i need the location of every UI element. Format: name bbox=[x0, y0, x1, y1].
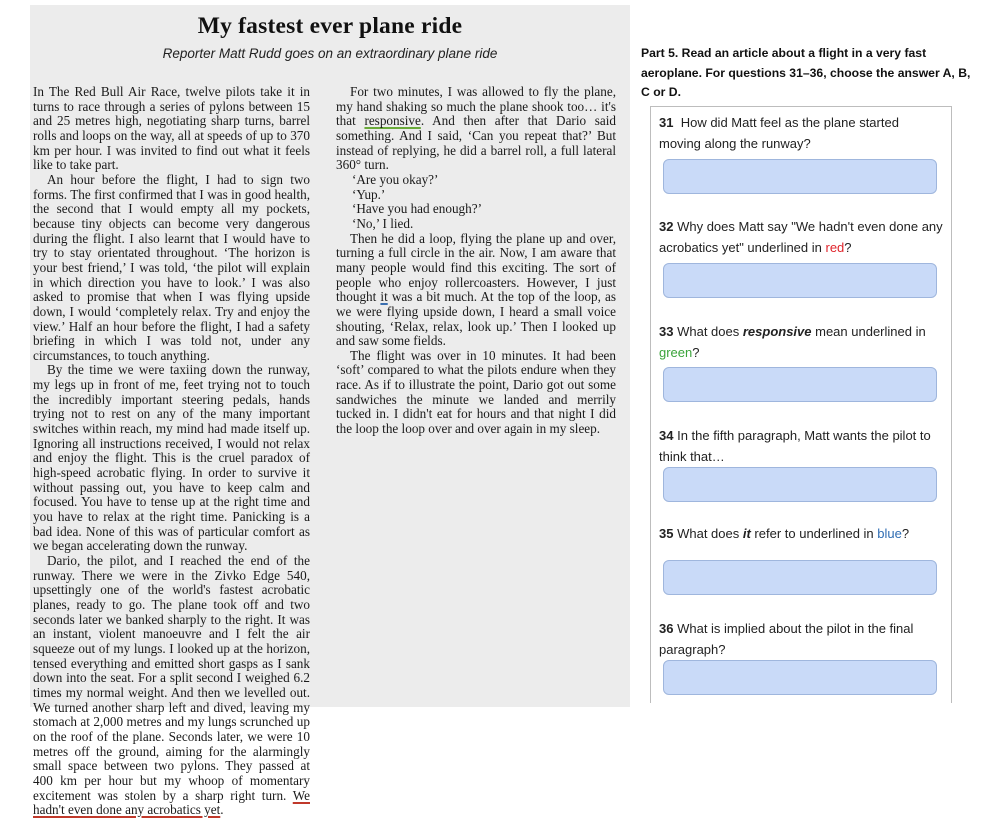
paragraph-5-end: . And then after that Dario said something. And I said, ‘Can you repeat that?’ But instead of replying, he did a barrel roll, a full lateral 360° turn. bbox=[336, 113, 616, 173]
dialogue-line-1: ‘Are you okay?’ bbox=[352, 171, 439, 187]
highlight-color-word: blue bbox=[877, 526, 902, 541]
question-text-start: What does bbox=[677, 526, 743, 541]
paragraph-3: By the time we were taxiing down the runway, my legs up in front of me, feet trying not to touch the incredibly important steering pedals, hands trying not to rest on any of the many important switches within reach, my mind had made itself up. Ignoring all instructions received, I would not relax and enjoy the flight. This is the cruel paradox of high-speed acrobatic flying. In order to survive it without passing out, you have to keep calm and focused. You have to tense up at the right time and you have to relax at the right time. Panicking is a bad idea. None of this was of particular comfort as we began accelerating down the runway. bbox=[33, 362, 310, 554]
blue-underlined-word: it bbox=[380, 289, 388, 305]
paragraph-4-text: Dario, the pilot, and I reached the end of the runway. There we were in the Zivko Edge 540, upsettingly one of the world's fastest acrobatic planes, ready to go. The plane took off and two seconds later we banked sharply to the right. It was an instant, violent manoeuvre and I felt the air squeeze out of my lungs. I looked up at the horizon, tensed everything and emitted short gasps as I sank down into the seat. For a split second I weighed 6.2 times my normal weight. And then we levelled out. We turned another sharp left and dived, leaving my stomach at 2,000 metres and my lungs scrunched up on the roof of the plane. Seconds later, we were 10 metres off the ground, aiming for the alarmingly small space between two pylons. They passed at 400 km per hour but my whoop of momentary excitement was stolen by a sharp right turn. bbox=[33, 553, 310, 803]
question-33 bbox=[659, 321, 944, 363]
article-panel bbox=[30, 5, 630, 818]
question-36 bbox=[659, 618, 944, 660]
question-number: 34 bbox=[659, 428, 674, 443]
question-number: 33 bbox=[659, 324, 674, 339]
answer-box-34[interactable] bbox=[663, 467, 937, 502]
question-text: refer to underlined in bbox=[750, 526, 878, 541]
question-panel bbox=[650, 106, 952, 703]
paragraph-4-end: . bbox=[220, 802, 224, 818]
question-number: 35 bbox=[659, 526, 674, 541]
question-tail: ? bbox=[901, 526, 910, 541]
question-number: 36 bbox=[659, 621, 674, 636]
answer-box-33[interactable] bbox=[663, 367, 937, 402]
task-instructions: Part 5. Read an article about a flight in a very fast aeroplane. For questions 31–36, choose the answer A, B, C or D. bbox=[641, 46, 971, 99]
paragraph-7: The flight was over in 10 minutes. It had been ‘soft’ compared to what the pilots endure when they race. As if to illustrate the point, Dario got out some sandwiches the minute we landed and merrily tucked in. I didn't eat for hours and that night I did the loop the loop over and over again in my sleep. bbox=[336, 347, 616, 437]
answer-box-35[interactable] bbox=[663, 560, 937, 595]
article-column-left bbox=[33, 85, 310, 818]
answer-box-36[interactable] bbox=[663, 660, 937, 695]
red-underlined-phrase: We hadn't even done any acrobatics yet bbox=[33, 787, 310, 818]
answer-box-31[interactable] bbox=[663, 159, 937, 194]
green-underlined-word: responsive bbox=[364, 113, 421, 129]
dialogue-line-2: ‘Yup.’ bbox=[352, 186, 386, 202]
emphasized-word: responsive bbox=[742, 324, 812, 339]
question-text-start: What does bbox=[677, 324, 743, 339]
article-title: My fastest ever plane ride bbox=[197, 13, 463, 39]
question-tail: ? bbox=[844, 240, 852, 255]
question-34 bbox=[659, 425, 944, 467]
paragraph-6-end: was a bit much. At the top of the loop, as we were flying upside down, I heard a small voice shouting, ‘Relax, relax, look up.’ Then I looked up and saw some fields. bbox=[336, 289, 617, 349]
paragraph-5-start: For two minutes, I was allowed to fly the plane, my hand shaking so much the plane shook too… it's that bbox=[336, 84, 616, 129]
paragraph-4 bbox=[33, 554, 310, 818]
article-column-right bbox=[336, 85, 616, 437]
question-text: In the fifth paragraph, Matt wants the pilot to think that… bbox=[659, 428, 931, 464]
question-text: What is implied about the pilot in the final paragraph? bbox=[659, 621, 914, 657]
question-text: Why does Matt say "We hadn't even done any acrobatics yet" underlined in bbox=[659, 219, 943, 255]
question-text: mean underlined in bbox=[811, 324, 926, 339]
highlight-color-word: red bbox=[825, 240, 845, 255]
question-text: How did Matt feel as the plane started moving along the runway? bbox=[659, 115, 899, 151]
paragraph-5 bbox=[336, 85, 616, 173]
article-subtitle: Reporter Matt Rudd goes on an extraordinary plane ride bbox=[162, 46, 498, 61]
question-tail: ? bbox=[692, 345, 700, 360]
paragraph-6-start: Then he did a loop, flying the plane up and over, turning a full circle in the air. Now, I am aware that many people would find this exciting. The sort of people who enjoy rollercoasters. However, I just thought bbox=[336, 230, 616, 305]
question-number: 31 bbox=[659, 115, 674, 130]
paragraph-2: An hour before the flight, I had to sign two forms. The first confirmed that I was in good health, the second that I would empty all my pockets, because tiny objects can become very dangerous during the flight. I also learnt that I would have to try to stay orientated throughout. ‘The horizon is your best friend,’ I was told, ‘the pilot will explain in which direction you have to look.’ I was also asked to promise that when I was flying upside down, I would ‘completely relax. Try and enjoy the view.’ Half an hour before the flight, I had a safety briefing in which I was told not, under any circumstances, to touch anything. bbox=[33, 171, 310, 363]
dialogue-line-3: ‘Have you had enough?’ bbox=[352, 201, 482, 217]
paragraph-6 bbox=[336, 232, 616, 349]
question-35 bbox=[659, 523, 944, 544]
answer-box-32[interactable] bbox=[663, 263, 937, 298]
paragraph-1: In The Red Bull Air Race, twelve pilots take it in turns to race through a series of pylons between 15 and 25 metres high, negotiating sharp turns, barrel rolls and loops on the way, all at speeds of up to 370 km per hour. I was invited to find out what it feels like to take part. bbox=[33, 84, 310, 173]
highlight-color-word: green bbox=[659, 345, 693, 360]
question-32 bbox=[659, 216, 944, 258]
question-number: 32 bbox=[659, 219, 674, 234]
dialogue-line-4: ‘No,’ I lied. bbox=[352, 215, 414, 231]
emphasized-word: it bbox=[742, 526, 751, 541]
question-31 bbox=[659, 112, 944, 154]
